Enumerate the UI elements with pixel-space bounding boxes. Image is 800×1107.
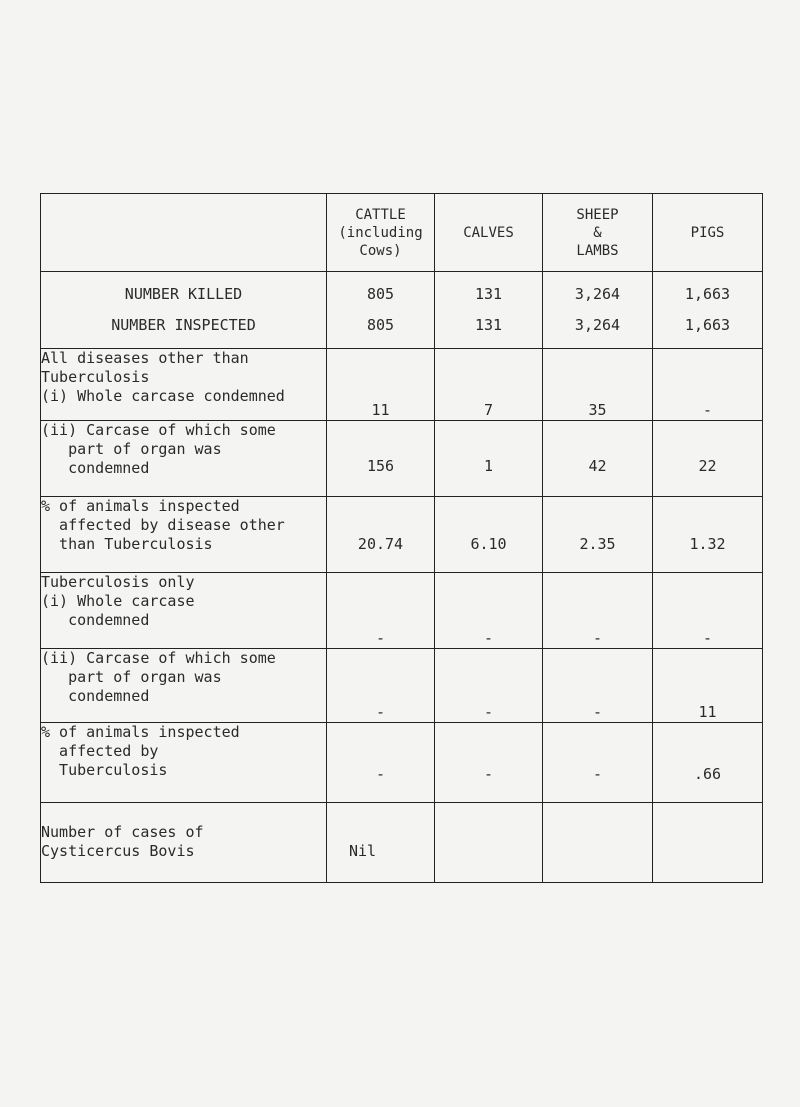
cell-sheep-whole-other: 35 [543,349,653,421]
label-pct-tb: % of animals inspected affected by Tuberculosis [41,723,327,803]
label-part-carcase-tb: (ii) Carcase of which some part of organ was condemned [41,649,327,723]
header-sheep: SHEEP & LAMBS [543,194,653,272]
cell-cattle-pct-other: 20.74 [327,497,435,573]
header-blank-cell [41,194,327,272]
row-pct-other [41,497,763,573]
cell-pigs-whole-tb: - [653,573,763,649]
row-cysticercus [41,803,763,883]
cell-calves-pct-other: 6.10 [435,497,543,573]
row-part-tb [41,649,763,723]
row-whole-tb [41,573,763,649]
meat-inspection-table [40,193,763,883]
cell-cattle-part-tb: - [327,649,435,723]
cell-cattle-whole-other: 11 [327,349,435,421]
row-whole-other [41,349,763,421]
cell-pigs-cysticercus [653,803,763,883]
cell-calves-cysticercus [435,803,543,883]
cell-calves-whole-tb: - [435,573,543,649]
cell-cattle-cysticercus: Nil [327,803,435,883]
cell-pigs-part-other: 22 [653,421,763,497]
label-killed-inspected [41,272,327,349]
cell-sheep-killed-inspected: 3,264 3,264 [543,272,653,349]
cell-cattle-part-other: 156 [327,421,435,497]
cell-pigs-part-tb: 11 [653,649,763,723]
cell-calves-pct-tb: - [435,723,543,803]
cell-sheep-cysticercus [543,803,653,883]
label-number-inspected: NUMBER INSPECTED [111,316,256,334]
cell-calves-part-other: 1 [435,421,543,497]
cell-sheep-part-other: 42 [543,421,653,497]
header-row [41,194,763,272]
cell-calves-whole-other: 7 [435,349,543,421]
label-number-killed: NUMBER KILLED [124,285,243,303]
cell-pigs-pct-other: 1.32 [653,497,763,573]
cell-sheep-pct-tb: - [543,723,653,803]
cell-sheep-pct-other: 2.35 [543,497,653,573]
cell-cattle-killed-inspected: 805 805 [327,272,435,349]
label-whole-carcase-other: All diseases other than Tuberculosis (i) Whole carcase condemned [41,349,327,421]
cell-pigs-killed-inspected: 1,663 1,663 [653,272,763,349]
label-cysticercus: Number of cases of Cysticercus Bovis [41,803,327,883]
cell-pigs-pct-tb: .66 [653,723,763,803]
row-part-other [41,421,763,497]
label-pct-other: % of animals inspected affected by disease other than Tuberculosis [41,497,327,573]
cell-calves-part-tb: - [435,649,543,723]
row-pct-tb [41,723,763,803]
cell-cattle-whole-tb: - [327,573,435,649]
header-pigs: PIGS [653,194,763,272]
label-part-carcase-other: (ii) Carcase of which some part of organ was condemned [41,421,327,497]
cell-calves-killed-inspected: 131 131 [435,272,543,349]
cell-sheep-whole-tb: - [543,573,653,649]
header-cattle: CATTLE (including Cows) [327,194,435,272]
label-whole-carcase-tb: Tuberculosis only (i) Whole carcase condemned [41,573,327,649]
cell-sheep-part-tb: - [543,649,653,723]
header-calves: CALVES [435,194,543,272]
cell-cattle-pct-tb: - [327,723,435,803]
row-killed-inspected [41,272,763,349]
cell-pigs-whole-other: - [653,349,763,421]
